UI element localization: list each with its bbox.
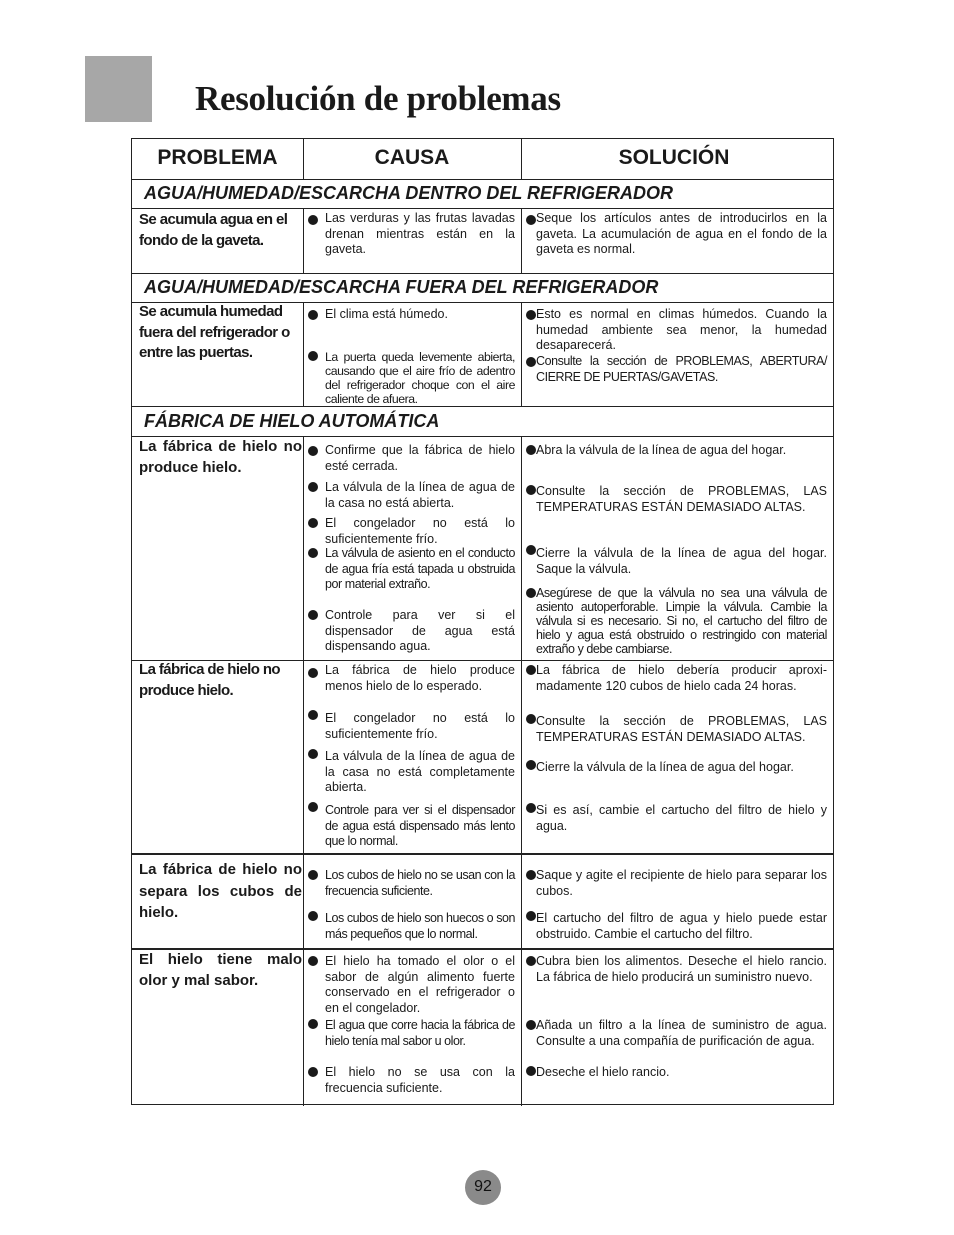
header-solution: SOLUCIÓN (618, 146, 730, 169)
cause-text: El clima está húmedo. (325, 307, 448, 321)
bullet-icon (308, 710, 318, 720)
bullet-icon (308, 802, 318, 812)
solution-text: Cubra bien los alimentos. Deseche el hielo rancio. La fábrica de hielo producirá un suministro nuevo. (536, 954, 827, 984)
bullet-icon (308, 215, 318, 225)
bullet-icon (526, 714, 536, 724)
troubleshooting-table (131, 138, 834, 1105)
solution-text: Consulte la sección de PROBLEMAS, LAS TEMPERATURAS ESTÁN DEMASIADO ALTAS. (536, 484, 827, 514)
cause-text: La válvula de asiento en el conducto de agua fría está tapada u obstruida por material extraño. (325, 546, 515, 591)
bullet-icon (308, 1067, 318, 1077)
cause-text: El hielo no se usa con la frecuencia suficiente. (325, 1065, 515, 1095)
cause-text: El congelador no está lo suficientemente frío. (325, 516, 515, 546)
cause-text: La fábrica de hielo produce menos hielo de lo esperado. (325, 663, 515, 693)
bullet-icon (308, 310, 318, 320)
section-heading: AGUA/HUMEDAD/ESCARCHA FUERA DEL REFRIGERADOR (144, 277, 659, 297)
solution-text: Saque y agite el recipiente de hielo para separar los cubos. (536, 868, 827, 898)
solution-text: Consulte la sección de PROBLEMAS, ABERTURA/ CIERRE DE PUERTAS/GAVETAS. (536, 354, 827, 384)
bullet-icon (526, 588, 536, 598)
solution-text: Cierre la válvula de la línea de agua del hogar. Saque la válvula. (536, 546, 827, 576)
bullet-icon (526, 956, 536, 966)
bullet-icon (526, 445, 536, 455)
bullet-icon (526, 545, 536, 555)
bullet-icon (526, 870, 536, 880)
page-title: Resolución de problemas (195, 79, 561, 118)
bullet-icon (308, 548, 318, 558)
solution-text: Deseche el hielo rancio. (536, 1065, 670, 1079)
bullet-icon (308, 1019, 318, 1029)
cause-text: La válvula de la línea de agua de la casa no está abierta. (325, 480, 515, 510)
cause-text: Controle para ver si el dispensador de agua está dispensando agua. (325, 608, 515, 653)
cause-text: Confirme que la fábrica de hielo esté cerrada. (325, 443, 515, 473)
solution-text: Añada un filtro a la línea de suministro de agua. Consulte a una compañía de purificación de agua. (536, 1018, 827, 1048)
solution-text: La fábrica de hielo debería producir aproxi-madamente 120 cubos de hielo cada 24 horas. (536, 663, 827, 693)
cause-text: La válvula de la línea de agua de la casa no está completamente abierta. (325, 749, 515, 794)
solution-text: El cartucho del filtro de agua y hielo puede estar obstruido. Cambie el cartucho del filtro. (536, 911, 827, 941)
problem-text: Se acumula humedad fuera del refrigerador o entre las puertas. (139, 303, 290, 361)
cause-text: El congelador no está lo suficientemente frío. (325, 711, 515, 741)
cause-text: Los cubos de hielo son huecos o son más pequeños que lo normal. (325, 911, 515, 941)
problem-text: La fábrica de hielo no produce hielo. (139, 661, 280, 699)
bullet-icon (308, 911, 318, 921)
header-cause: CAUSA (374, 146, 450, 169)
solution-text: Abra la válvula de la línea de agua del hogar. (536, 443, 787, 457)
solution-text: Cierre la válvula de la línea de agua del hogar. (536, 760, 794, 774)
bullet-icon (526, 485, 536, 495)
header-problem: PROBLEMA (157, 146, 278, 169)
bullet-icon (308, 870, 318, 880)
bullet-icon (308, 956, 318, 966)
problem-text: Se acumula agua en el fondo de la gaveta. (139, 211, 288, 249)
bullet-icon (526, 803, 536, 813)
problem-text: La fábrica de hielo no produce hielo. (139, 438, 302, 476)
bullet-icon (526, 665, 536, 675)
bullet-icon (308, 668, 318, 678)
problem-text: La fábrica de hielo no separa los cubos de hielo. (139, 861, 302, 921)
solution-text: Esto es normal en climas húmedos. Cuando la humedad ambiente sea menor, la humedad desaparecerá. (536, 307, 827, 352)
section-heading: FÁBRICA DE HIELO AUTOMÁTICA (144, 411, 440, 431)
bullet-icon (526, 1020, 536, 1030)
solution-text: Asegúrese de que la válvula no sea una válvula de asiento autoperforable. Limpie la válvula. Cambie la válvula si es necesario. Si no, el cartucho del filtro de hielo y agua está obstruido o restringido con material extraño y debe cambiarse. (536, 586, 827, 656)
cause-text: El agua que corre hacia la fábrica de hielo tenía mal sabor u olor. (325, 1018, 515, 1048)
bullet-icon (526, 911, 536, 921)
bullet-icon (526, 1066, 536, 1076)
section-heading: AGUA/HUMEDAD/ESCARCHA DENTRO DEL REFRIGERADOR (144, 183, 674, 203)
bullet-icon (526, 357, 536, 367)
solution-text: Seque los artículos antes de introducirlos en la gaveta. La acumulación de agua en el fondo de la gaveta es normal. (536, 211, 827, 256)
problem-text: El hielo tiene malo olor y mal sabor. (139, 951, 302, 989)
bullet-icon (308, 518, 318, 528)
bullet-icon (308, 749, 318, 759)
bullet-icon (526, 215, 536, 225)
gray-corner-block (85, 56, 152, 122)
cause-text: Los cubos de hielo no se usan con la frecuencia suficiente. (325, 868, 515, 898)
bullet-icon (526, 310, 536, 320)
bullet-icon (308, 351, 318, 361)
bullet-icon (308, 446, 318, 456)
solution-text: Si es así, cambie el cartucho del filtro de hielo y agua. (536, 803, 827, 833)
bullet-icon (526, 760, 536, 770)
page-number: 92 (465, 1170, 501, 1205)
bullet-icon (308, 610, 318, 620)
solution-text: Consulte la sección de PROBLEMAS, LAS TEMPERATURAS ESTÁN DEMASIADO ALTAS. (536, 714, 827, 744)
cause-text: El hielo ha tomado el olor o el sabor de algún alimento fuerte conservado en el refrigerador o en el congelador. (325, 954, 515, 1015)
cause-text: Las verduras y las frutas lavadas drenan mientras están en la gaveta. (325, 211, 515, 256)
cause-text: La puerta queda levemente abierta, causando que el aire frío de adentro del refrigerador choque con el aire caliente de afuera. (325, 350, 515, 406)
cause-text: Controle para ver si el dispensador de agua está dispensado más lento que lo normal. (325, 803, 515, 848)
bullet-icon (308, 482, 318, 492)
